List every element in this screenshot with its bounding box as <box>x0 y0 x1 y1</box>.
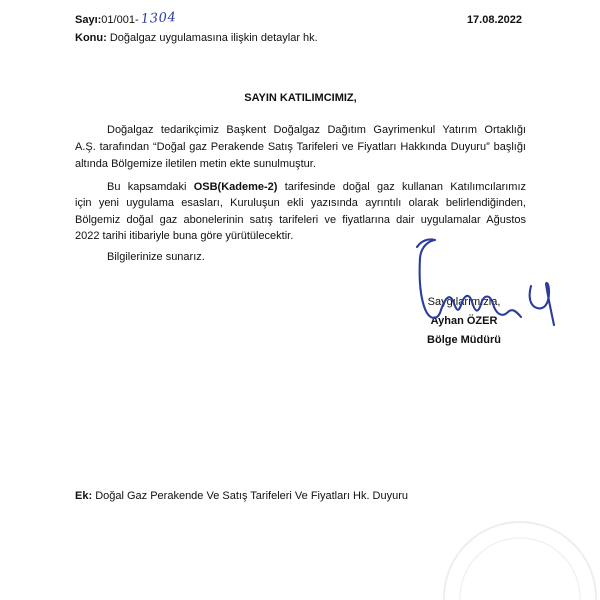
paragraph-1-line: Doğalgaz tedarikçimiz Başkent Doğalgaz Dağıtım Gayrimenkul Yatırım Ortaklığı <box>107 124 526 136</box>
document-number <box>75 12 176 28</box>
attachment-line <box>75 488 408 504</box>
salutation: SAYIN KATILIMCIMIZ, <box>244 92 357 104</box>
paragraph-2-line: için yeni uygulama esasları, Kuruluşun ekli yazısında ayrıntılı olarak belirlendiğinden, <box>75 197 526 210</box>
signature-block <box>420 293 508 350</box>
subject-value: Doğalgaz uygulamasına ilişkin detaylar hk. <box>109 32 318 44</box>
signature-stroke-right <box>530 283 554 325</box>
paragraph-2-line: 2022 tarihi itibariyle buna göre yürütülecektir. <box>75 230 294 243</box>
document-number-value: 01/001- <box>101 14 139 26</box>
closing-regards: Saygılarımızla, <box>427 295 501 308</box>
paragraph-2-line: Bölgemiz doğal gaz abonelerinin satış tarifeleri ve fiyatlarına dair uygulamalar Ağustos <box>75 213 526 226</box>
subject-label: Konu: <box>75 32 107 44</box>
paragraph-1 <box>75 122 526 173</box>
paragraph-2-line <box>75 179 526 195</box>
signatory-name: Ayhan ÖZER <box>430 314 498 327</box>
paragraph-2-text: tarifesinde doğal gaz kullanan Katılımcılarımız <box>284 181 527 193</box>
paragraph-1-line: altında Bölgemize iletilen metin ekte sunulmuştur. <box>75 158 316 170</box>
paragraph-3: Bilgilerinize sunarız. <box>107 251 205 263</box>
paragraph-1-line: A.Ş. tarafından “Doğal gaz Perakende Satış Tarifeleri ve Fiyatları Hakkında Duyuru” başlığı <box>75 141 526 153</box>
seal-outer-ring <box>444 522 596 600</box>
paragraph-2-text: Bu kapsamdaki <box>107 181 187 193</box>
attachment-label: Ek: <box>75 490 93 502</box>
document-date: 17.08.2022 <box>466 14 522 26</box>
attachment-value: Doğal Gaz Perakende Ve Satış Tarifeleri Ve Fiyatları Hk. Duyuru <box>95 490 409 502</box>
signatory-title: Bölge Müdürü <box>427 333 501 346</box>
seal-inner-ring <box>460 538 580 600</box>
document-subject <box>75 30 318 46</box>
paragraph-2 <box>75 179 526 245</box>
document-number-handwritten: 1304 <box>140 10 177 27</box>
document-number-label: Sayı: <box>75 14 102 26</box>
tariff-name: OSB(Kademe-2) <box>193 181 278 193</box>
